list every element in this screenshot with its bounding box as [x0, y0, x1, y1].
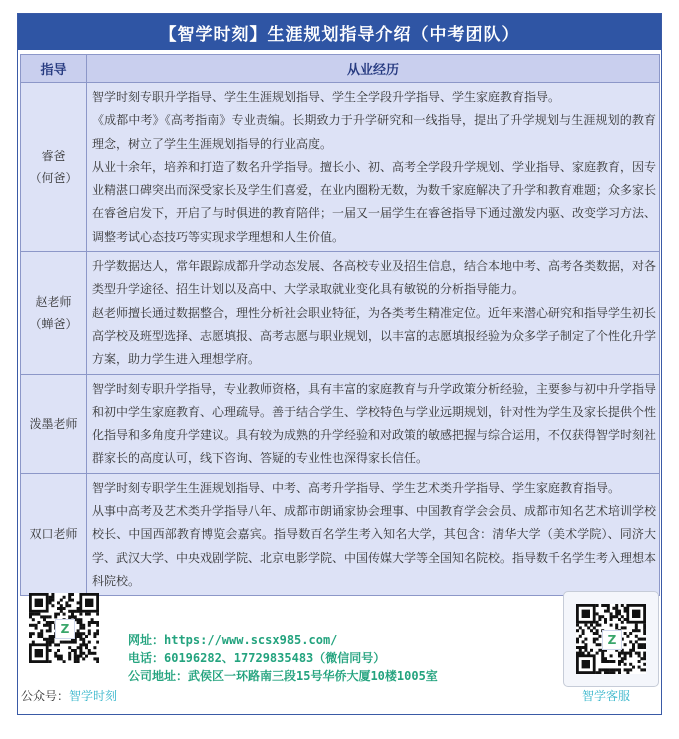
experience-paragraph: 智学时刻专职升学指导，专业教师资格，具有丰富的家庭教育与升学政策分析经验，主要参与初中升学指导和初中学生家庭教育、心理疏导。善于结合学生、学校特色与学业远期规划，针对性为学生及家长提供个性化指导和多角度升学建议。具有较为成熟的升学经验和对政策的敏感把握与综合运用，不仅获得智学时刻社群家长的高度认可，线下咨询、答疑的专业性也深得家长信任。	[92, 381, 657, 466]
contact-footer	[20, 583, 659, 713]
experience-paragraph: 智学时刻专职学生生涯规划指导、中考、高考升学指导、学生艺术类升学指导、学生家庭教育指导。	[92, 480, 621, 495]
mentor-alias: （何爸）	[29, 171, 78, 186]
mentor-name: 泼墨老师	[29, 416, 78, 431]
customer-service-label[interactable]: 智学客服	[582, 689, 631, 703]
mentor-alias: （蝉爸）	[29, 316, 78, 331]
experience-paragraph: 从业十余年，培养和打造了数名升学指导。擅长小、初、高考全学段升学规划、学业指导、家庭教育，因专业精湛口碑突出而深受家长及学生们喜爱，在业内圈粉无数，为数千家庭解决了升学和教育难题；众多家长在睿爸启发下，开启了与时俱进的教育陪伴；一届又一届学生在睿爸指导下通过激发内驱、改变学习方法、调整考试心态技巧等实现求学理想和人生价值。	[92, 159, 657, 244]
address-text: 公司地址：武侯区一环路南三段15号华侨大厦10楼1005室	[128, 669, 438, 683]
header-experience: 从业经历	[87, 55, 660, 83]
official-account-line	[21, 687, 117, 704]
experience-cell	[87, 252, 660, 374]
wechat-qr-code[interactable]	[29, 593, 99, 663]
mentor-cell	[21, 473, 87, 595]
experience-cell	[87, 473, 660, 595]
mentor-name: 睿爸	[41, 149, 66, 164]
table-row	[21, 83, 660, 252]
qr-logo-icon: Z	[55, 619, 75, 639]
mentor-name: 赵老师	[35, 294, 72, 309]
experience-cell	[87, 83, 660, 252]
website-text[interactable]: 网址：https://www.scsx985.com/	[128, 633, 338, 647]
mentor-name: 双口老师	[29, 527, 78, 542]
experience-paragraph: 《成都中考》《高考指南》专业责编。长期致力于升学研究和一线指导，提出了升学规划与生涯规划的教育理念，树立了学生生涯规划指导的行业高度。	[92, 113, 656, 151]
table-row	[21, 252, 660, 374]
experience-cell	[87, 374, 660, 473]
table-row	[21, 374, 660, 473]
phone-text: 电话：60196282、17729835483（微信同号）	[128, 651, 386, 665]
contact-info	[128, 631, 438, 685]
service-qr-code[interactable]	[576, 604, 646, 674]
table-row	[21, 473, 660, 595]
mentor-table	[20, 54, 660, 596]
experience-paragraph: 升学数据达人，常年跟踪成都升学动态发展、各高校专业及招生信息，结合本地中考、高考各类数据，对各类型升学途径、招生计划以及高中、大学录取就业变化具有敏锐的分析指导能力。	[92, 259, 657, 297]
intro-card	[17, 13, 662, 715]
mentor-cell	[21, 374, 87, 473]
official-account-name[interactable]: 智学时刻	[69, 689, 118, 703]
service-qr-card	[563, 591, 659, 687]
table-header-row	[21, 55, 660, 83]
header-mentor: 指导	[21, 55, 87, 83]
mentor-cell	[21, 83, 87, 252]
official-account-label: 公众号：	[21, 689, 70, 703]
experience-paragraph: 智学时刻专职升学指导、学生生涯规划指导、学生全学段升学指导、学生家庭教育指导。	[92, 90, 561, 104]
page-title: 【智学时刻】生涯规划指导介绍（中考团队）	[18, 14, 661, 50]
qr-logo-icon: Z	[602, 630, 622, 650]
experience-paragraph: 从事中高考及艺术类升学指导八年、成都市朗诵家协会理事、中国教育学会会员、成都市知名艺术培训学校校长、中国西部教育博览会嘉宾。指导数百名学生考入知名大学，其包含：清华大学（美术学院）、同济大学、武汉大学、中央戏剧学院、北京电影学院、中国传媒大学等全国知名院校。指导数千名学生考入理想本科院校。	[92, 504, 657, 588]
experience-paragraph: 赵老师擅长通过数据整合，理性分析社会职业特征，为各类考生精准定位。近年来潜心研究和指导学生初长高学校及班型选择、志愿填报、高考志愿与职业规划，以丰富的志愿填报经验为众多学子制定了个性化升学方案，助力学生进入理想学府。	[92, 305, 657, 367]
mentor-cell	[21, 252, 87, 374]
